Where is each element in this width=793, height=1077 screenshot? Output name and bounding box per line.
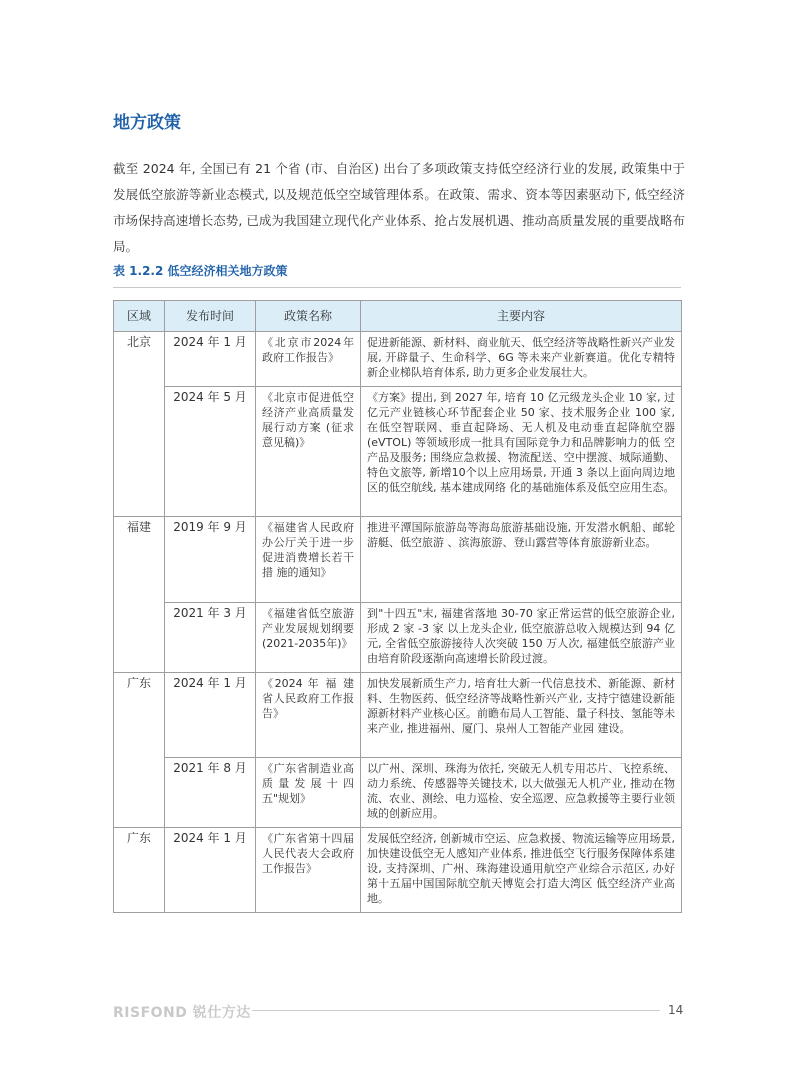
content-cell: 促进新能源、新材料、商业航天、低空经济等战略性新兴产业发展, 开辟量子、生命科学、6G 等未来产业新赛道。优化专精特新企业梯队培育体系, 助力更多企业发展壮大。 [361, 332, 682, 387]
date-cell: 2024 年 5 月 [165, 387, 256, 517]
region-cell: 广东 [114, 673, 165, 828]
table-row [114, 758, 682, 828]
table-row [114, 332, 682, 387]
header-main-content: 主要内容 [361, 301, 682, 332]
content-cell: 加快发展新质生产力, 培育壮大新一代信息技术、新能源、新材料、生物医药、低空经济等战略性新兴产业, 支持宁德建设新能源新材料产业核心区。前瞻布局人工智能、量子科技、氢能等未来产业, 推进福州、厦门、泉州人工智能产业园 建设。 [361, 673, 682, 758]
table-row [114, 603, 682, 673]
table-row [114, 828, 682, 913]
date-cell: 2024 年 1 月 [165, 332, 256, 387]
region-cell: 北京 [114, 332, 165, 517]
date-cell: 2024 年 1 月 [165, 828, 256, 913]
content-cell: 发展低空经济, 创新城市空运、应急救援、物流运输等应用场景, 加快建设低空无人感知产业体系, 推进低空飞行服务保障体系建设, 支持深圳、广州、珠海建设通用航空产业综合示范区, 办好第十五届中国国际航空航天博览会打造大湾区 低空经济产业高地。 [361, 828, 682, 913]
intro-paragraph: 截至 2024 年, 全国已有 21 个省 (市、自治区) 出台了多项政策支持低空经济行业的发展, 政策集中于发展低空旅游等新业态模式, 以及规范低空空域管理体系。在政策、需求、资本等因素驱动下, 低空经济市场保持高速增长态势, 已成为我国建立现代化产业体系、抢占发展机遇、推动高质量发展的重要战略布局。 [113, 161, 685, 254]
header-region: 区域 [114, 301, 165, 332]
date-cell: 2021 年 3 月 [165, 603, 256, 673]
table-row [114, 673, 682, 758]
company-logo: RISFOND 锐仕方达 [113, 1005, 251, 1021]
table-row [114, 517, 682, 603]
policy-name-cell: 《北京市促进低空经济产业高质量发展行动方案 (征求意见稿)》 [256, 387, 361, 517]
caption-divider [113, 287, 681, 288]
policy-name-cell: 《福建省低空旅游产业发展规划纲要 (2021-2035年)》 [256, 603, 361, 673]
policy-table [113, 300, 682, 913]
date-cell: 2019 年 9 月 [165, 517, 256, 603]
region-cell: 广东 [114, 828, 165, 913]
content-cell: 以广州、深圳、珠海为依托, 突破无人机专用芯片、飞控系统、动力系统、传感器等关键技术, 以大做强无人机产业, 推动在物流、农业、测绘、电力巡检、安全巡逻、应急救援等主要行业领域的创新应用。 [361, 758, 682, 828]
page-number: 14 [668, 1003, 684, 1017]
content-cell: 推进平潭国际旅游岛等海岛旅游基础设施, 开发潜水帆船、邮轮游艇、低空旅游 、滨海旅游、登山露营等体育旅游新业态。 [361, 517, 682, 603]
footer-divider [252, 1010, 660, 1011]
policy-name-cell: 《广东省制造业高质量发展十四五"规划》 [256, 758, 361, 828]
region-cell: 福建 [114, 517, 165, 673]
header-policy-name: 政策名称 [256, 301, 361, 332]
table-row [114, 387, 682, 517]
policy-name-cell: 《2024 年 福 建 省人民政府工作报告》 [256, 673, 361, 758]
policy-name-cell: 《福建省人民政府办公厅关于进一步促进消费增长若干措 施的通知》 [256, 517, 361, 603]
content-cell: 到"十四五"末, 福建省落地 30-70 家正常运营的低空旅游企业, 形成 2 家 -3 家 以上龙头企业, 低空旅游总收入规模达到 94 亿元, 全省低空旅游接待人次突破 150 万人次, 福建低空旅游产业由培育阶段逐渐向高速增长阶段过渡。 [361, 603, 682, 673]
content-cell: 《方案》提出, 到 2027 年, 培育 10 亿元级龙头企业 10 家, 过亿元产业链核心环节配套企业 50 家、技术服务企业 100 家, 在低空智联网、垂直起降场、无人机及电动垂直起降航空器 (eVTOL) 等领域形成一批具有国际竞争力和品牌影响力的低 空产品及服务; 围绕应急救援、物流配送、空中摆渡、城际通勤、特色文旅等, 新增10个以上应用场景, 开通 3 条以上面向周边地区的低空航线, 基本建成网络 化的基础施体系及低空应用生态。 [361, 387, 682, 517]
date-cell: 2021 年 8 月 [165, 758, 256, 828]
policy-name-cell: 《广东省第十四届人民代表大会政府工作报告》 [256, 828, 361, 913]
table-caption: 表 1.2.2 低空经济相关地方政策 [113, 264, 288, 278]
date-cell: 2024 年 1 月 [165, 673, 256, 758]
section-title: 地方政策 [113, 113, 181, 133]
table-header-row [114, 301, 682, 332]
policy-name-cell: 《北京市2024年政府工作报告》 [256, 332, 361, 387]
header-date: 发布时间 [165, 301, 256, 332]
